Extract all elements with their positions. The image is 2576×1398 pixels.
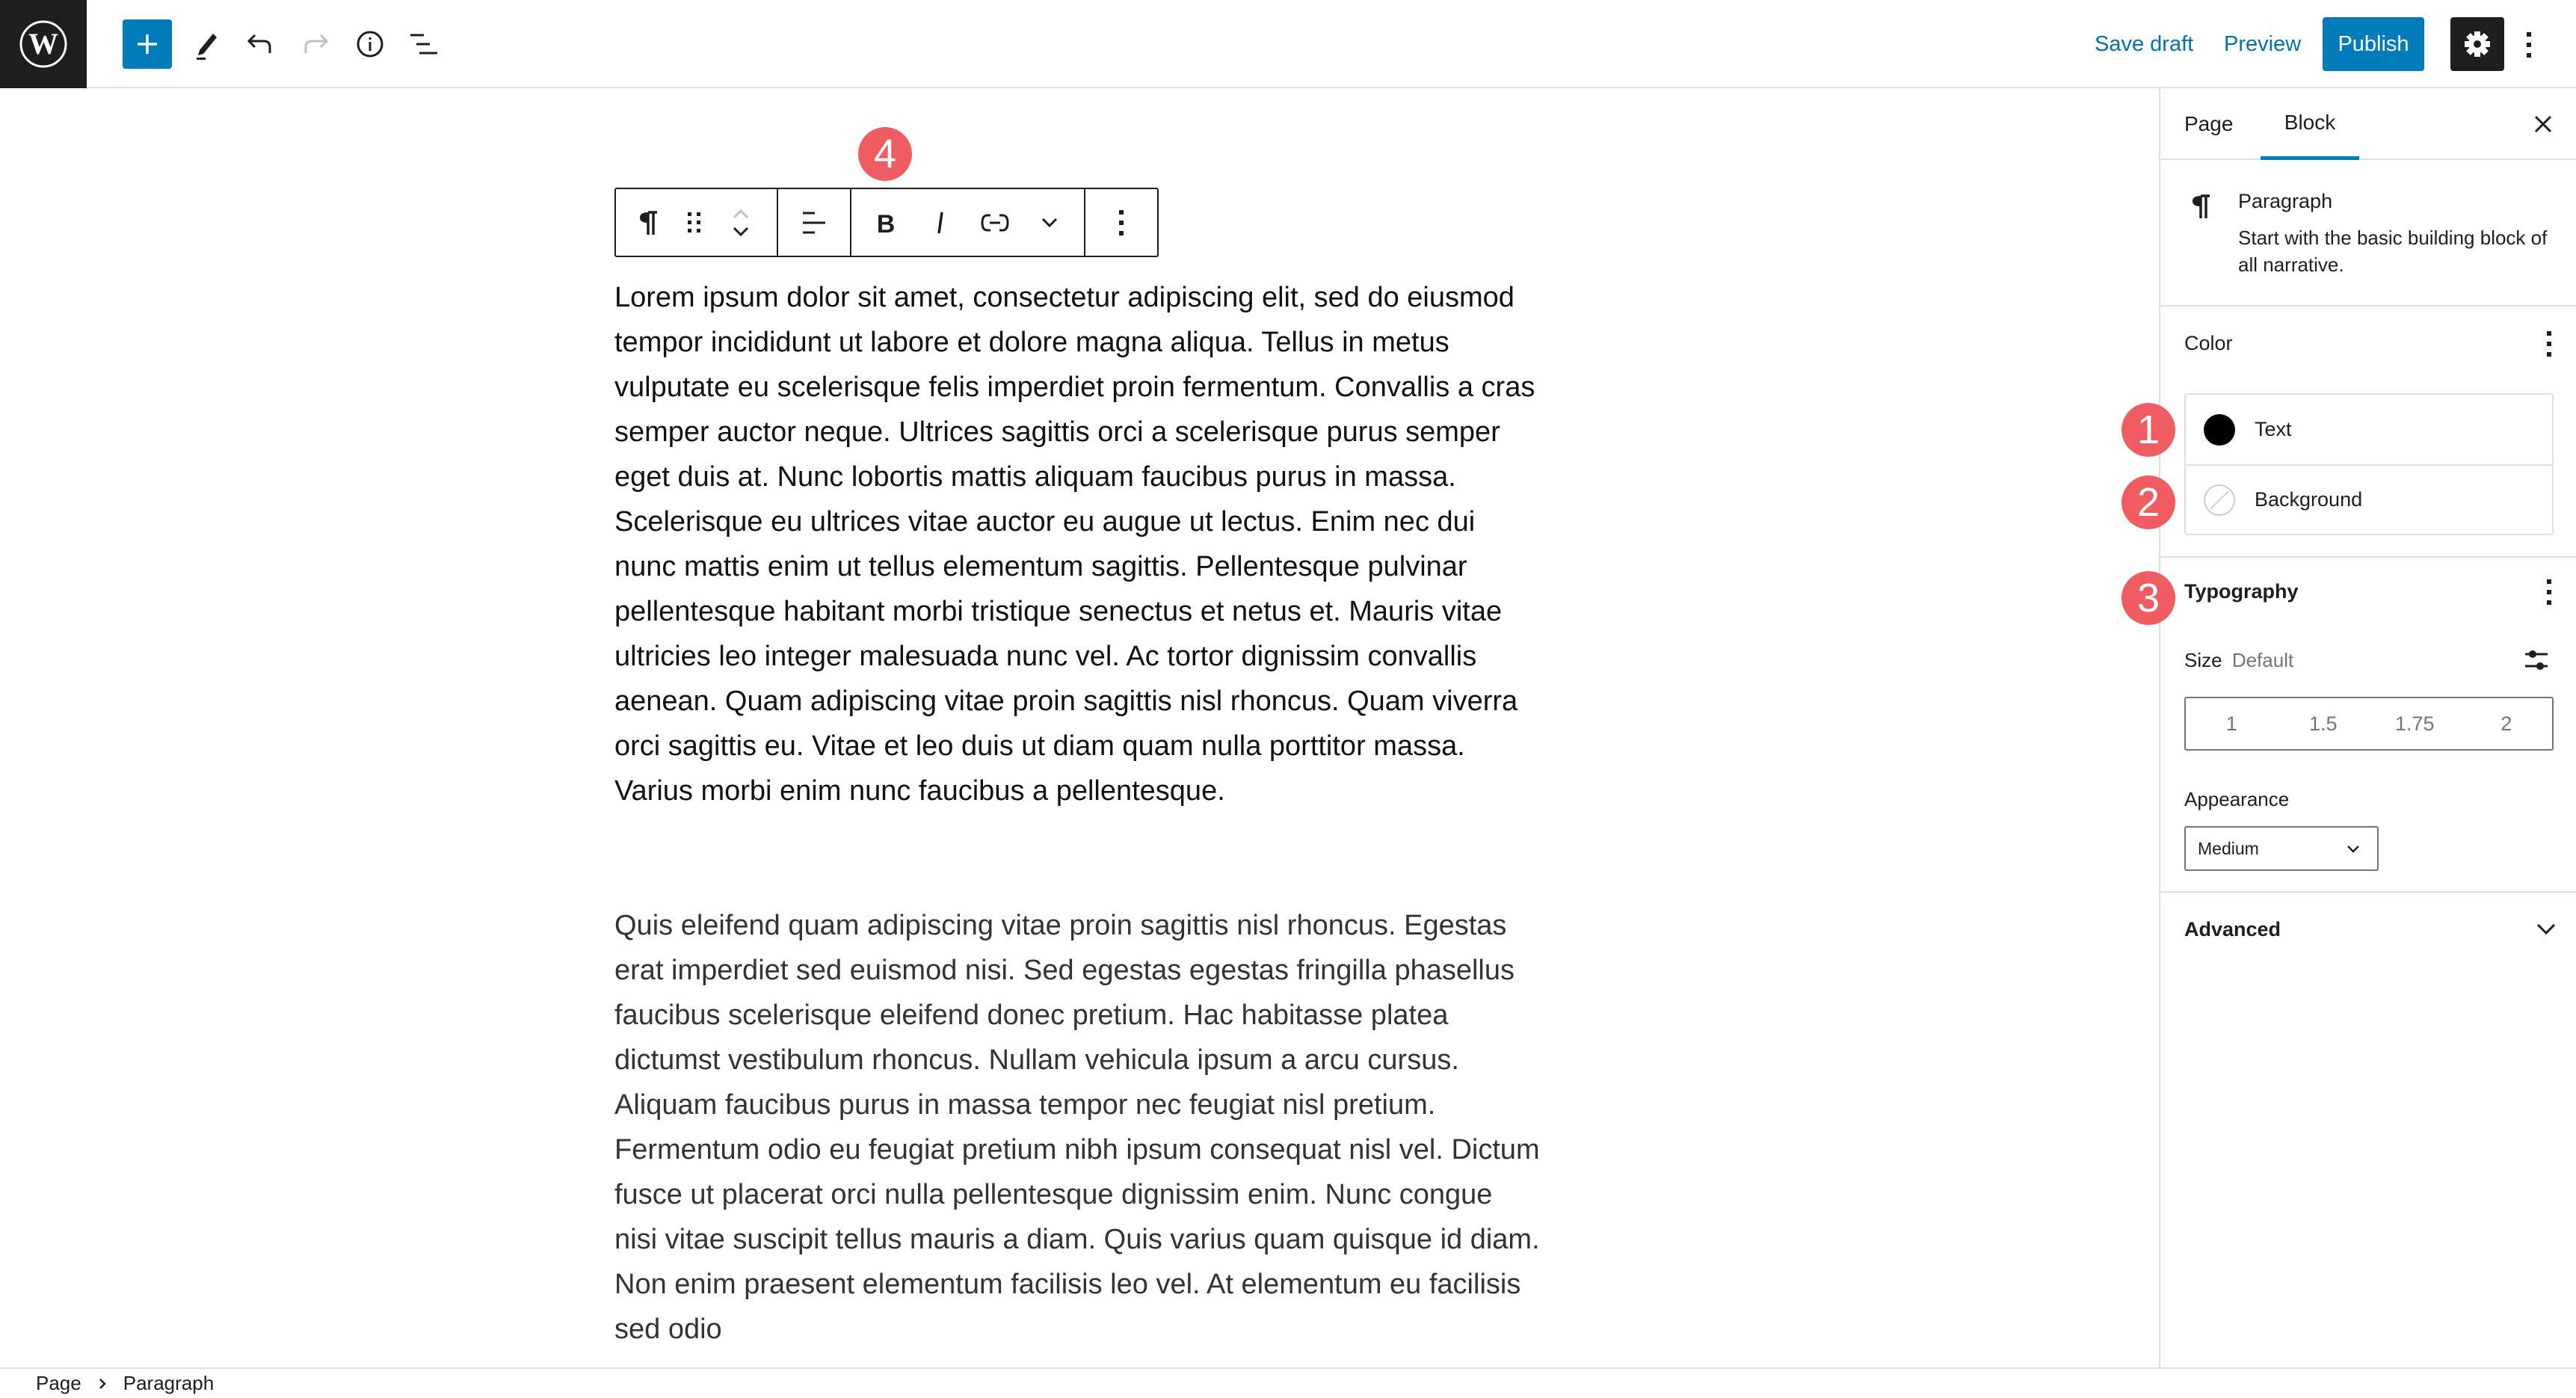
block-breadcrumb: [0, 1367, 2576, 1398]
chevron-down-icon: [2536, 923, 2557, 936]
no-color-swatch-icon: [2204, 484, 2235, 516]
list-view-icon: [409, 31, 439, 58]
font-size-picker: [2184, 697, 2554, 751]
block-card-title: Paragraph: [2238, 190, 2333, 212]
chevron-down-icon: [1041, 217, 1059, 229]
redo-icon: [300, 31, 330, 58]
breadcrumb-item-paragraph: Paragraph: [123, 1372, 215, 1394]
background-color-item[interactable]: [2186, 464, 2552, 534]
block-toolbar-group-options: [1085, 189, 1157, 256]
undo-icon: [246, 31, 276, 58]
paragraph-icon: [2190, 193, 2211, 220]
typography-panel-title: Typography: [2184, 580, 2299, 603]
block-options-button[interactable]: [1094, 189, 1148, 256]
advanced-panel[interactable]: [2160, 893, 2576, 967]
svg-text:B: B: [877, 209, 896, 235]
block-toolbar-group-block: [616, 189, 778, 256]
add-block-button[interactable]: [123, 19, 172, 69]
details-button[interactable]: [345, 19, 395, 69]
text-color-item[interactable]: [2186, 395, 2552, 464]
color-panel-title: Color: [2184, 332, 2233, 354]
color-swatch: [2204, 414, 2235, 446]
font-size-option[interactable]: 1: [2225, 712, 2237, 735]
save-draft-button[interactable]: Save draft: [2095, 32, 2194, 56]
background-color-label: Background: [2255, 488, 2363, 511]
plus-icon: [135, 31, 160, 57]
move-down-icon[interactable]: [732, 226, 750, 238]
annotation-badge-2: 2: [2121, 475, 2175, 529]
chevron-right-icon: [98, 1377, 107, 1391]
annotation-badge-3: 3: [2121, 571, 2175, 625]
redo-button[interactable]: [290, 19, 339, 69]
transform-block-button[interactable]: [625, 189, 671, 256]
paragraph-block-selected[interactable]: Lorem ipsum dolor sit amet, consectetur adipiscing elit, sed do eiusmod tempor incididunt ut labore et dolore magna aliqua. Tellus in metus vulputate eu scelerisque felis imperdiet proin fermentum. Convallis a cras semper auctor neque. Ultrices sagittis orci a scelerisque purus semper eget duis at. Nunc lobortis mattis aliquam faucibus purus in massa. Scelerisque eu ultrices vitae auctor eu augue ut lectus. Enim nec dui nunc mattis enim ut tellus elementum sagittis. Pellentesque pulvinar pellentesque habitant morbi tristique senectus et netus et. Mauris vitae ultricies leo integer malesuada nunc vel. Ac tortor dignissim convallis aenean. Quam adipiscing vitae proin sagittis nisl rhoncus. Quam viverra orci sagittis eu. Vitae et leo duis ut diam quam nulla porttitor massa. Varius morbi enim nunc faucibus a pellentesque.: [614, 282, 1535, 807]
font-size-option[interactable]: 1.5: [2308, 712, 2338, 735]
block-toolbar-group-align: [778, 189, 851, 256]
link-button[interactable]: [968, 189, 1022, 256]
font-size-label: [2184, 649, 2293, 672]
block-card-description: Start with the basic building block of all narrative.: [2238, 227, 2548, 276]
tools-button[interactable]: [182, 19, 232, 69]
text-color-label: Text: [2255, 418, 2292, 440]
appearance-label: Appearance: [2184, 788, 2290, 810]
pencil-icon: [192, 28, 222, 61]
align-left-icon: [801, 209, 827, 236]
size-label: Size: [2184, 649, 2222, 671]
color-panel: [2160, 307, 2576, 558]
breadcrumb-item-page[interactable]: Page: [36, 1372, 81, 1394]
move-up-icon[interactable]: [732, 208, 750, 220]
block-card: [2160, 160, 2576, 307]
close-sidebar-button[interactable]: [2530, 111, 2557, 138]
info-icon: [355, 29, 385, 59]
link-icon: [980, 212, 1010, 233]
kebab-menu-icon: [1118, 209, 1124, 236]
size-value: Default: [2231, 649, 2294, 671]
color-options-kebab-icon[interactable]: [2542, 329, 2557, 359]
chevron-down-icon: [2346, 844, 2361, 854]
paragraph-icon: [638, 209, 659, 236]
typography-options-kebab-icon[interactable]: [2542, 577, 2557, 607]
settings-button[interactable]: [2450, 17, 2504, 71]
italic-icon: [934, 210, 946, 235]
move-block-buttons[interactable]: [718, 189, 764, 256]
font-size-option[interactable]: 1.75: [2394, 712, 2435, 735]
annotation-badge-4: 4: [858, 127, 912, 181]
editor-header: [0, 0, 2576, 88]
options-button[interactable]: [2518, 22, 2540, 67]
paragraph-block[interactable]: Quis eleifend quam adipiscing vitae proin sagittis nisl rhoncus. Egestas erat imperdiet sed euismod nisi. Sed egestas egestas fringilla phasellus faucibus scelerisque eleifend donec pretium. Hac habitasse platea dictumst vestibulum rhoncus. Nullam vehicula ipsum a arcu cursus. Aliquam faucibus purus in massa tempor nec feugiat nisl pretium. Fermentum odio eu feugiat pretium nibh ipsum consequat nisl vel. Dictum fusce ut placerat orci nulla pellentesque dignissim enim. Nunc congue nisi vitae suscipit tellus mauris a diam. Quis varius quam quisque id diam. Non enim praesent elementum facilisis leo vel. At elementum eu facilisis sed odio: [614, 910, 1540, 1345]
tab-block[interactable]: Block: [2261, 88, 2359, 160]
sidebar-tabs: [2160, 88, 2576, 160]
italic-button[interactable]: [913, 189, 967, 256]
drag-handle-icon: [687, 211, 702, 235]
advanced-panel-title: Advanced: [2184, 918, 2281, 940]
list-view-button[interactable]: [399, 19, 449, 69]
block-toolbar-group-format: [851, 189, 1085, 256]
appearance-select[interactable]: [2184, 826, 2379, 871]
publish-button[interactable]: Publish: [2323, 17, 2424, 71]
svg-text:W: W: [28, 27, 58, 61]
editor-canvas: [0, 90, 2160, 1367]
custom-size-sliders-icon[interactable]: [2524, 647, 2549, 673]
typography-panel: [2160, 558, 2576, 893]
appearance-value: Medium: [2198, 838, 2259, 858]
drag-handle[interactable]: [671, 189, 718, 256]
font-size-option[interactable]: 2: [2500, 712, 2512, 735]
more-formatting-button[interactable]: [1023, 189, 1076, 256]
block-toolbar: [614, 188, 1159, 257]
tab-page[interactable]: Page: [2184, 112, 2234, 135]
align-button[interactable]: [787, 189, 841, 256]
annotation-badge-1: 1: [2121, 403, 2175, 457]
close-icon: [2530, 111, 2557, 138]
preview-button[interactable]: Preview: [2224, 32, 2302, 56]
color-items: [2184, 393, 2554, 535]
bold-icon: [876, 210, 896, 235]
undo-button[interactable]: [236, 19, 286, 69]
settings-sidebar: [2159, 88, 2576, 1367]
gear-icon: [2462, 29, 2492, 59]
bold-button[interactable]: [859, 189, 913, 256]
wordpress-logo-button[interactable]: [0, 0, 87, 88]
wordpress-logo-icon: [19, 19, 68, 69]
kebab-menu-icon: [2526, 31, 2532, 58]
